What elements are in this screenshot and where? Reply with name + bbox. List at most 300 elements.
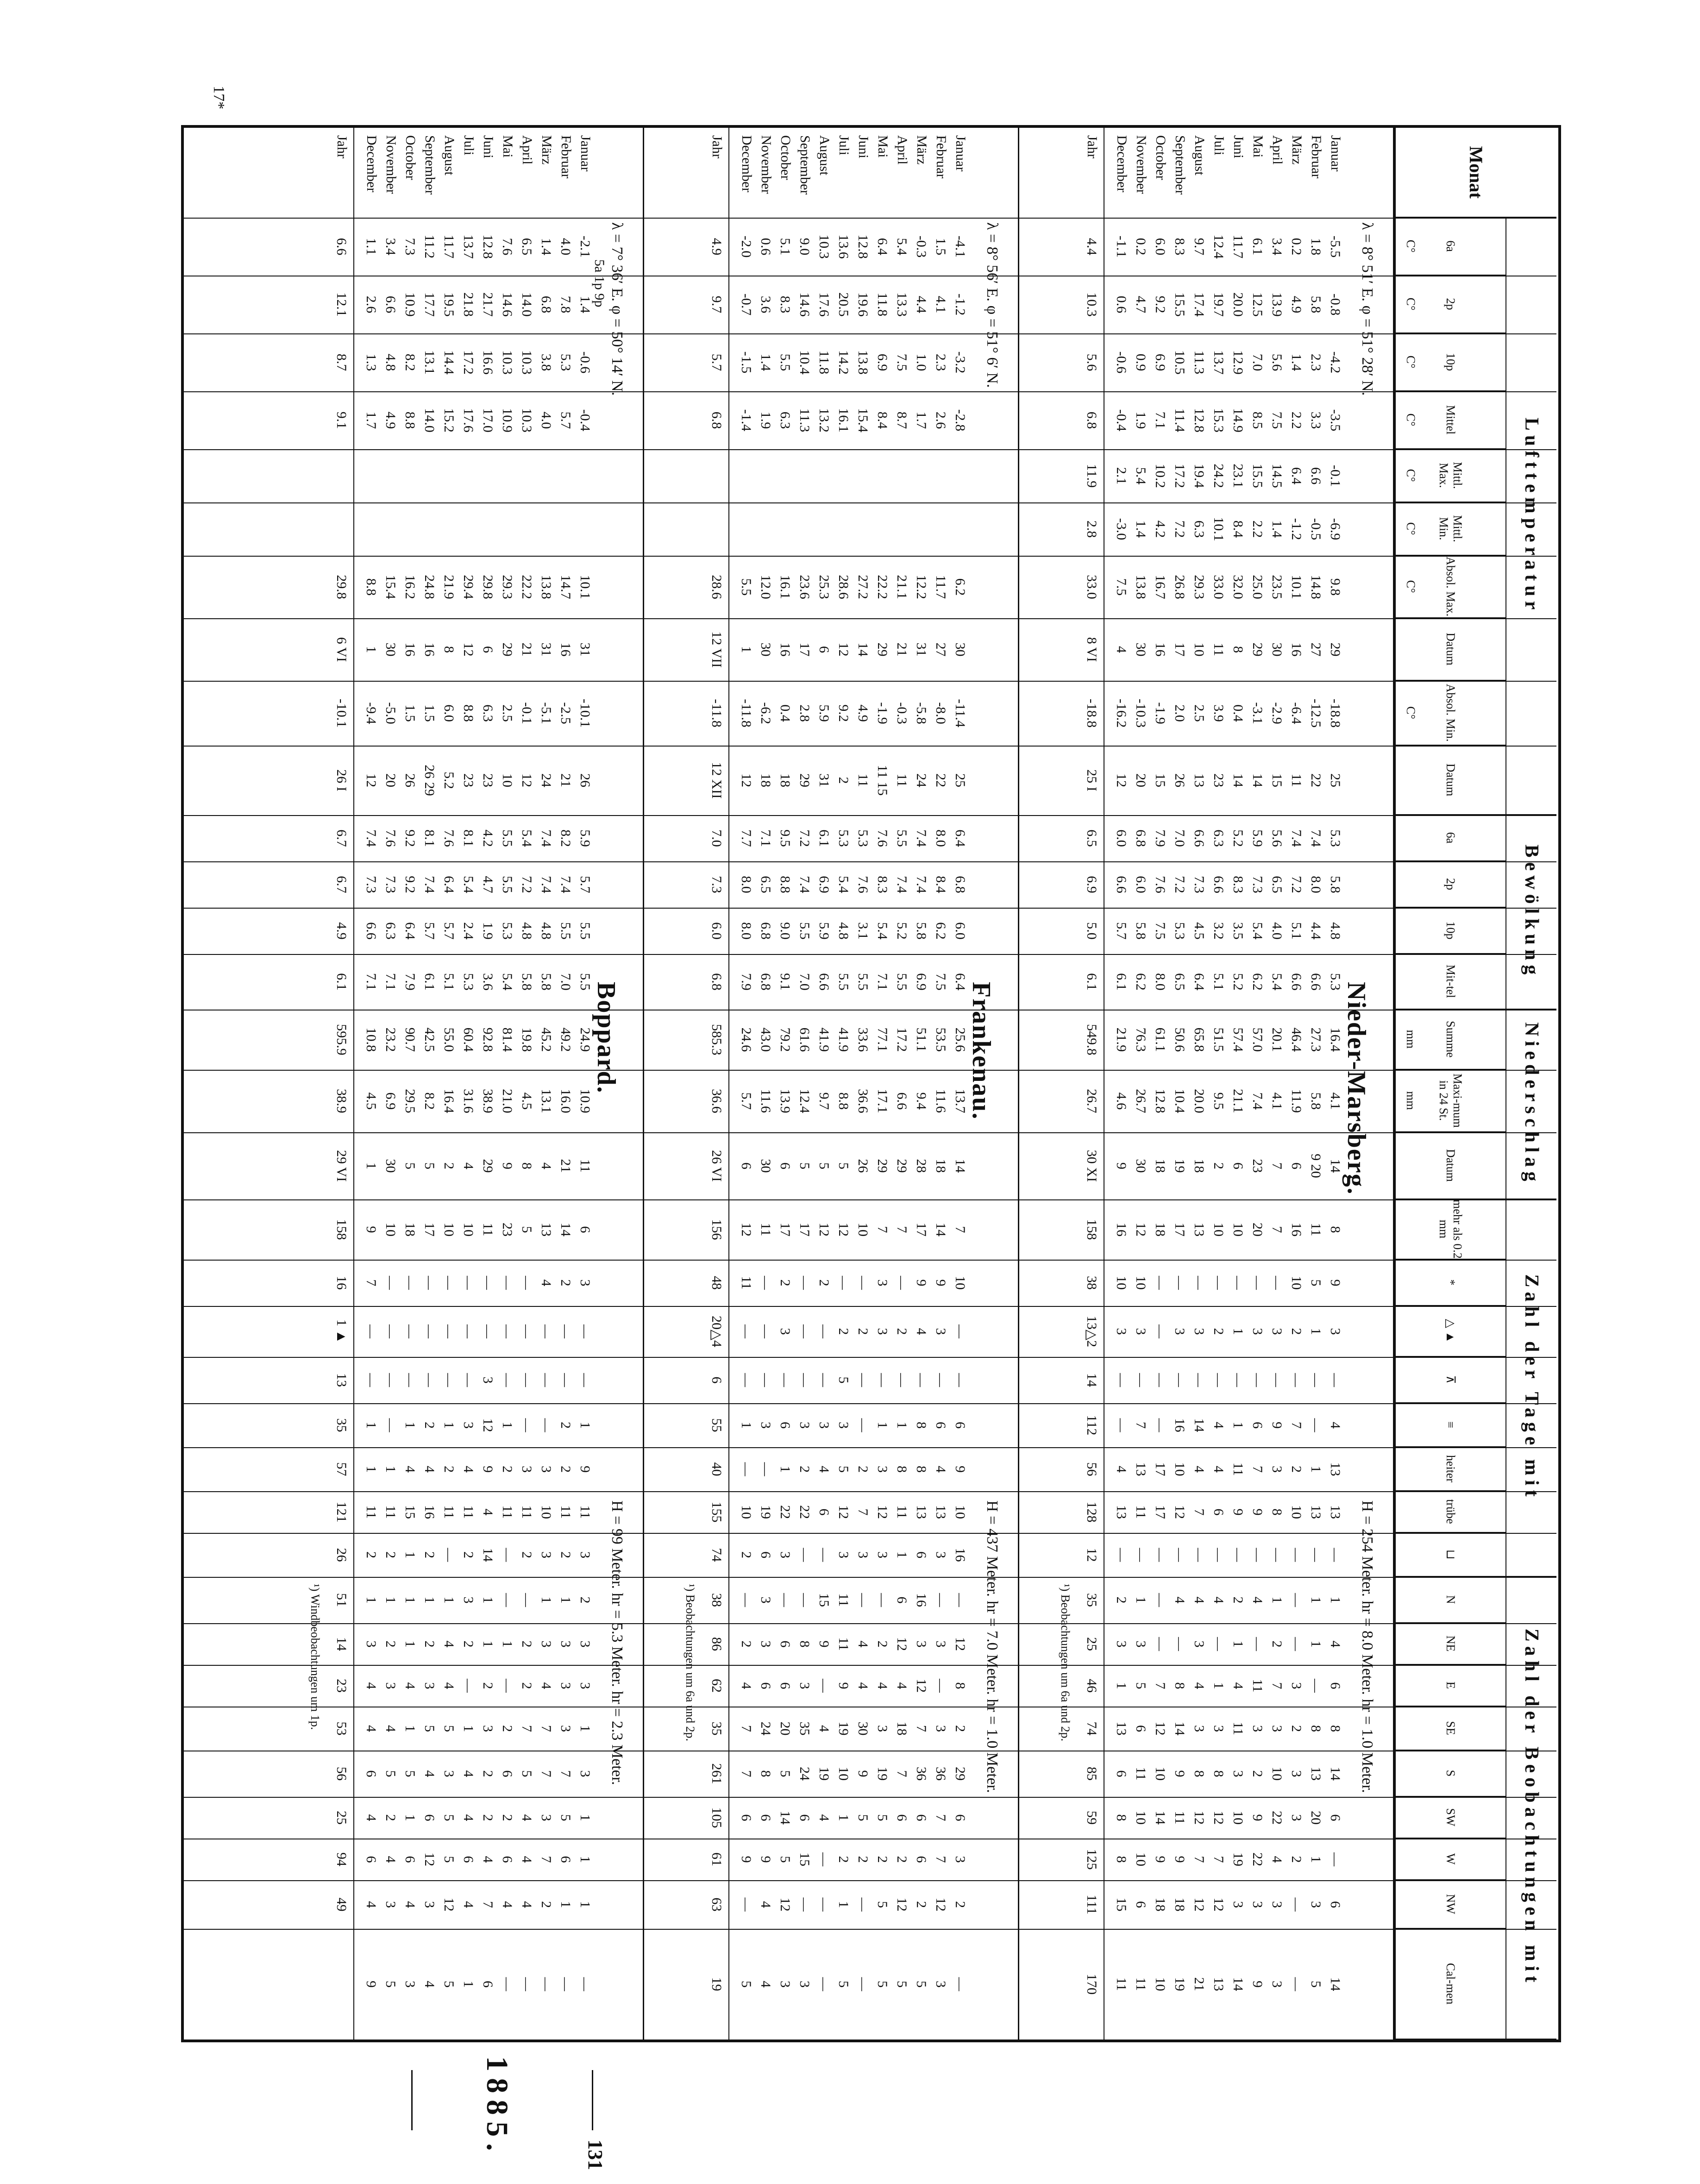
month-label: Mai	[500, 135, 515, 158]
table-cell: 5.6	[1269, 829, 1285, 847]
table-cell: 10.4	[1172, 1089, 1187, 1113]
table-cell: -1.5	[739, 351, 754, 374]
table-cell: 6.8	[539, 295, 554, 314]
table-cell: 3	[1133, 1328, 1148, 1335]
table-cell: 16.2	[402, 575, 418, 599]
table-cell: 16	[1172, 1418, 1187, 1432]
table-cell: 19.6	[855, 292, 871, 317]
table-cell: 38.9	[480, 1089, 496, 1113]
table-cell: 7	[1192, 1856, 1207, 1863]
header-column-label: W	[1444, 1853, 1458, 1865]
table-cell: —	[519, 1593, 534, 1607]
table-cell: —	[383, 1276, 398, 1290]
table-cell: 12	[422, 1852, 437, 1866]
month-label: April	[1270, 135, 1285, 165]
table-cell: 12	[461, 642, 476, 657]
table-cell: 2	[1230, 1596, 1246, 1604]
table-cell: 5.3	[836, 829, 851, 847]
table-cell: 549.8	[1084, 1024, 1099, 1055]
table-cell: 2.4	[461, 922, 476, 940]
table-cell: 2	[364, 1551, 379, 1558]
table-cell: 13	[1192, 773, 1207, 787]
table-cell: 7.2	[1172, 876, 1187, 893]
table-cell: 26.8	[1172, 575, 1187, 599]
table-cell: 13.7	[953, 1089, 968, 1113]
table-cell: 16.0	[558, 1089, 573, 1113]
table-cell: 156	[709, 1219, 724, 1240]
table-cell: 1	[875, 1422, 890, 1429]
table-cell: 3	[1114, 1640, 1129, 1648]
table-cell: 0.4	[1230, 704, 1246, 722]
table-cell: 2.5	[500, 704, 515, 722]
table-cell: —	[577, 1977, 593, 1991]
table-cell: —	[1211, 1276, 1226, 1290]
table-cell: 4	[1269, 1856, 1285, 1863]
table-cell: 10	[1289, 1505, 1304, 1519]
table-cell: 8.8	[402, 411, 418, 429]
table-cell: 49	[334, 1897, 349, 1912]
table-cell: 7.1	[364, 973, 379, 991]
table-cell: 5.1	[1289, 922, 1304, 940]
table-cell: 6	[933, 1422, 948, 1429]
table-cell: 13.8	[1133, 575, 1148, 599]
table-cell: 12.8	[1153, 1089, 1168, 1113]
table-cell: 5.7	[441, 922, 457, 940]
table-cell: 4	[422, 1770, 437, 1777]
table-cell: 36.6	[709, 1089, 724, 1113]
table-cell: 4	[894, 1682, 910, 1689]
table-cell: —	[441, 1548, 457, 1562]
table-cell: 6	[1289, 1162, 1304, 1169]
table-cell: 12.4	[1211, 234, 1226, 259]
header-column	[1394, 218, 1506, 276]
table-cell: 3	[577, 1682, 593, 1689]
table-cell: 1	[500, 1422, 515, 1429]
table-cell: 29	[894, 1159, 910, 1173]
table-cell: 5.4	[1250, 922, 1265, 940]
table-cell: 261	[709, 1763, 724, 1784]
table-cell: 4	[422, 1981, 437, 1988]
table-cell: 4.9	[855, 704, 871, 722]
header-column	[1394, 1447, 1506, 1491]
table-cell: 23	[1211, 773, 1226, 787]
table-cell: 28.6	[709, 575, 724, 599]
table-cell: 8	[1172, 1682, 1187, 1689]
table-cell: —	[383, 1373, 398, 1387]
table-cell: 2	[1211, 1328, 1226, 1335]
table-cell: 35	[797, 1721, 812, 1736]
month-label: October	[403, 135, 418, 180]
table-cell: 7	[519, 1725, 534, 1732]
table-cell: 19	[836, 1721, 851, 1736]
table-cell: 6.5	[758, 876, 773, 893]
table-cell: -10.1	[334, 698, 349, 728]
table-cell: 8.7	[334, 353, 349, 371]
table-cell: 12	[1172, 1505, 1187, 1519]
table-cell: 7	[1211, 1856, 1226, 1863]
table-cell: 2	[836, 1856, 851, 1863]
table-cell: 8.8	[778, 876, 793, 893]
table-cell: 5	[914, 1981, 929, 1988]
table-cell: 24.2	[1211, 464, 1226, 488]
table-cell: 16	[914, 1593, 929, 1607]
table-cell: 5.1	[778, 238, 793, 256]
table-cell: 1.7	[914, 411, 929, 429]
table-cell: 26 VI	[709, 1150, 724, 1182]
table-cell: 1.4	[539, 238, 554, 256]
header-column-label: Mittel	[1444, 405, 1458, 435]
table-cell: 77.1	[875, 1027, 890, 1052]
table-cell: —	[797, 1897, 812, 1912]
header-column-label: Mittl. Max.	[1437, 462, 1465, 489]
table-cell: 19	[709, 1977, 724, 1991]
table-cell: 6.5	[1269, 876, 1285, 893]
table-cell: 12.8	[855, 234, 871, 259]
table-cell: 13.7	[461, 234, 476, 259]
table-cell: 25	[1328, 773, 1343, 787]
table-cell: 1	[422, 1596, 437, 1604]
table-cell: 21	[894, 642, 910, 657]
table-cell: 11	[1308, 1223, 1324, 1236]
table-cell: 6.3	[1192, 520, 1207, 538]
table-cell: 5	[836, 1981, 851, 1988]
table-cell: 9.0	[778, 922, 793, 940]
table-cell: 28.6	[836, 575, 851, 599]
table-cell: 5	[1308, 1279, 1324, 1287]
table-cell: 5.4	[519, 829, 534, 847]
table-cell: —	[894, 1373, 910, 1387]
table-cell: 9.5	[778, 829, 793, 847]
header-column	[1394, 449, 1506, 502]
table-cell: 24.8	[422, 575, 437, 599]
table-cell: —	[914, 1373, 929, 1387]
table-cell: 7.2	[797, 829, 812, 847]
table-cell: 3	[1230, 1770, 1246, 1777]
table-cell: 3	[441, 1770, 457, 1777]
table-cell: 7.6	[855, 876, 871, 893]
table-cell: 3.4	[383, 238, 398, 256]
table-cell: 5	[1133, 1682, 1148, 1689]
table-cell: -4.2	[1328, 351, 1343, 374]
table-cell: 27	[933, 642, 948, 657]
table-cell: 21.9	[1114, 1027, 1129, 1052]
table-cell: —	[441, 1373, 457, 1387]
table-cell: 10	[1172, 1462, 1187, 1476]
table-cell: 8.3	[875, 876, 890, 893]
observation-times: 5a 1p 9p	[592, 259, 607, 308]
table-cell: 8	[953, 1682, 968, 1689]
table-cell: 6	[894, 1814, 910, 1821]
table-cell: 13.7	[1211, 350, 1226, 375]
table-cell: —	[1192, 1548, 1207, 1562]
month-label: Juli	[1211, 135, 1227, 156]
table-cell: 48	[709, 1276, 724, 1290]
table-cell: 14.4	[441, 350, 457, 375]
table-cell: —	[1211, 1548, 1226, 1562]
table-cell: 6.9	[383, 1092, 398, 1110]
table-cell: 26	[1172, 773, 1187, 787]
table-cell: 6.6	[1114, 876, 1129, 893]
table-cell: 51	[334, 1593, 349, 1607]
table-cell: 12	[364, 773, 379, 787]
month-label: November	[759, 135, 774, 194]
header-column-unit: C°	[1404, 469, 1418, 482]
header-column-label: heiter	[1444, 1455, 1458, 1483]
table-cell: 12.5	[1250, 292, 1265, 317]
table-cell: 6.0	[1114, 829, 1129, 847]
table-cell: 8 VI	[1084, 637, 1099, 662]
column-divider	[182, 556, 1556, 557]
table-cell: 7	[739, 1725, 754, 1732]
table-cell: —	[1153, 1418, 1168, 1432]
table-cell: 6.8	[709, 411, 724, 429]
table-cell: 1	[1328, 1596, 1343, 1604]
table-cell: 16.4	[441, 1089, 457, 1113]
table-cell: 53.5	[933, 1027, 948, 1052]
month-label: September	[797, 135, 813, 195]
table-cell: 26	[577, 773, 593, 787]
table-cell: —	[461, 1679, 476, 1693]
table-cell: 4.1	[933, 295, 948, 314]
table-cell: 56	[1084, 1462, 1099, 1476]
table-cell: 6	[739, 1162, 754, 1169]
table-cell: 5.9	[577, 829, 593, 847]
table-cell: 25	[334, 1811, 349, 1825]
table-cell: 6.8	[709, 973, 724, 991]
table-cell: 61.1	[1153, 1027, 1168, 1052]
table-cell: 6.2	[933, 922, 948, 940]
table-cell: 49.2	[558, 1027, 573, 1052]
table-cell: 4	[1192, 1682, 1207, 1689]
table-cell: 29.8	[480, 575, 496, 599]
table-cell: 62	[709, 1679, 724, 1693]
table-cell: 5.5	[577, 922, 593, 940]
header-column-unit: mm	[1404, 1029, 1418, 1049]
table-cell: 4.8	[519, 922, 534, 940]
table-cell: 128	[1084, 1501, 1099, 1523]
table-cell: 4.0	[539, 411, 554, 429]
table-cell: 24	[797, 1767, 812, 1781]
table-cell: 12	[1114, 773, 1129, 787]
table-cell: 1	[402, 1422, 418, 1429]
table-cell: 8	[1269, 1508, 1285, 1516]
table-cell: 7.5	[894, 353, 910, 371]
table-cell: —	[558, 1977, 573, 1991]
table-cell: —	[1289, 1977, 1304, 1991]
table-cell: 21.7	[480, 292, 496, 317]
table-cell: 3	[1133, 1640, 1148, 1648]
table-cell: 14	[1230, 773, 1246, 787]
table-cell: 125	[1084, 1849, 1099, 1870]
header-column	[1394, 1665, 1506, 1707]
table-cell: 5	[422, 1725, 437, 1732]
table-cell: —	[855, 1593, 871, 1607]
table-cell: 6.6	[1308, 467, 1324, 485]
table-cell: 3	[480, 1725, 496, 1732]
table-cell: 5.7	[1114, 922, 1129, 940]
table-cell: 2	[500, 1466, 515, 1473]
table-cell: —	[1289, 1548, 1304, 1562]
header-column-label: 10p	[1444, 921, 1458, 940]
table-cell: 6.8	[758, 922, 773, 940]
table-cell: 3	[558, 1682, 573, 1689]
table-cell: 21	[519, 642, 534, 657]
table-cell: 7	[855, 1508, 871, 1516]
table-cell: —	[855, 1897, 871, 1912]
table-cell: 7	[1289, 1422, 1304, 1429]
table-cell: 6	[914, 1551, 929, 1558]
table-cell: 1	[1308, 1856, 1324, 1863]
table-cell: -12.5	[1308, 698, 1324, 728]
table-cell: —	[855, 1418, 871, 1432]
month-label: Januar	[953, 135, 968, 172]
table-cell: 11	[1289, 773, 1304, 787]
column-divider	[182, 1929, 1556, 1930]
table-cell: 2	[422, 1640, 437, 1648]
table-cell: 1	[1308, 1328, 1324, 1335]
table-cell: 6	[1211, 1508, 1226, 1516]
table-cell: 15.4	[855, 408, 871, 433]
table-cell: 16.4	[1328, 1027, 1343, 1052]
table-cell: 81.4	[500, 1027, 515, 1052]
table-cell: 11	[519, 1505, 534, 1519]
table-cell: 7.3	[709, 876, 724, 893]
table-cell: 6	[364, 1856, 379, 1863]
table-cell: 3	[875, 1279, 890, 1287]
table-cell: 9	[953, 1466, 968, 1473]
month-label: November	[1134, 135, 1149, 194]
month-label: October	[778, 135, 793, 180]
table-cell: 26.7	[1133, 1089, 1148, 1113]
table-cell: 0.9	[1133, 353, 1148, 371]
table-cell: 11	[1211, 643, 1226, 656]
header-column	[1394, 1070, 1506, 1132]
table-cell: 3	[797, 1682, 812, 1689]
table-cell: 14	[1328, 1767, 1343, 1781]
table-cell: -10.3	[1133, 698, 1148, 728]
header-column-label: trübe	[1444, 1499, 1458, 1524]
table-cell: 36	[933, 1767, 948, 1781]
table-cell: 158	[334, 1219, 349, 1240]
header-column-label: Absol. Max.	[1444, 556, 1458, 617]
table-cell: 7	[914, 1725, 929, 1732]
table-cell: 2	[739, 1551, 754, 1558]
table-cell: 7.5	[1269, 411, 1285, 429]
table-cell: 1	[836, 1814, 851, 1821]
table-cell: —	[1192, 1373, 1207, 1387]
table-cell: 4.6	[1114, 1092, 1129, 1110]
table-cell: 17.2	[461, 350, 476, 375]
table-cell: 3.8	[539, 353, 554, 371]
table-cell: 5.0	[1084, 922, 1099, 940]
header-column-unit: C°	[1404, 580, 1418, 593]
table-cell: 3.1	[855, 922, 871, 940]
table-cell: -0.3	[914, 235, 929, 258]
table-cell: 12	[836, 1505, 851, 1519]
table-cell: 3	[1328, 1328, 1343, 1335]
table-cell: 3	[1269, 1466, 1285, 1473]
table-cell: 4	[539, 1682, 554, 1689]
header-lufttemperatur: Lufttemperatur	[1506, 218, 1556, 815]
table-cell: 4.9	[334, 922, 349, 940]
table-cell: -11.8	[739, 699, 754, 728]
header-column	[1394, 1010, 1506, 1070]
table-cell: 11.7	[441, 234, 457, 259]
header-column	[1394, 276, 1506, 333]
table-cell: 10.2	[1153, 464, 1168, 488]
table-cell: 85	[1084, 1767, 1099, 1781]
table-cell: 8.1	[461, 829, 476, 847]
table-cell: 7.2	[1172, 520, 1187, 538]
table-cell: 3	[461, 1596, 476, 1604]
table-cell: 16	[422, 642, 437, 657]
table-cell: 7.5	[1114, 578, 1129, 596]
table-cell: 6.6	[894, 1092, 910, 1110]
table-cell: —	[953, 1324, 968, 1338]
table-cell: 6.9	[1153, 353, 1168, 371]
table-cell: 10	[1114, 1276, 1129, 1290]
table-cell: 10	[1153, 1767, 1168, 1781]
table-cell: 7.3	[1192, 876, 1207, 893]
table-cell: 14	[1084, 1373, 1099, 1387]
table-cell: 14.8	[1308, 575, 1324, 599]
table-cell: 4.8	[836, 922, 851, 940]
table-cell: 3	[539, 1466, 554, 1473]
table-cell: 5.4	[500, 973, 515, 991]
table-cell: 111	[1084, 1895, 1099, 1914]
table-cell: -2.1	[577, 235, 593, 258]
table-cell: —	[855, 1373, 871, 1387]
table-cell: 10	[1230, 1223, 1246, 1236]
table-cell: 2.3	[933, 353, 948, 371]
month-label: December	[364, 135, 379, 193]
table-cell: 2	[480, 1770, 496, 1777]
month-label: Januar	[1328, 135, 1343, 172]
table-cell: 2.8	[1084, 520, 1099, 538]
table-cell: 1.4	[1289, 353, 1304, 371]
month-label: October	[1153, 135, 1168, 180]
table-cell: 19	[816, 1767, 832, 1781]
table-cell: 9	[758, 1856, 773, 1863]
table-cell: 27.2	[855, 575, 871, 599]
table-cell: 4	[816, 1725, 832, 1732]
table-cell: 6	[797, 1814, 812, 1821]
table-cell: —	[1230, 1548, 1246, 1562]
table-cell: 1	[894, 1551, 910, 1558]
table-cell: 21	[558, 773, 573, 787]
month-label: August	[1192, 135, 1207, 176]
table-cell: —	[875, 1373, 890, 1387]
table-cell: -11.4	[953, 699, 968, 728]
table-cell: 21.8	[461, 292, 476, 317]
table-cell: —	[953, 1593, 968, 1607]
table-cell: 9	[1250, 1508, 1265, 1516]
table-cell: 23.2	[383, 1027, 398, 1052]
table-cell: 33.6	[855, 1027, 871, 1052]
table-cell: 36	[914, 1767, 929, 1781]
table-cell: 29.3	[1192, 575, 1207, 599]
table-cell: 6.4	[875, 238, 890, 256]
table-cell: 12	[875, 1505, 890, 1519]
table-cell: 5	[441, 1814, 457, 1821]
table-cell: 17	[778, 1223, 793, 1236]
table-cell: 14.7	[558, 575, 573, 599]
table-cell: 9	[1230, 1508, 1246, 1516]
station-height: H = 254 Meter. hr = 8.0 Meter. hr = 1.0 Meter.	[1359, 1500, 1376, 1793]
table-cell: 10	[1153, 1977, 1168, 1991]
table-cell: 5	[441, 1981, 457, 1988]
table-cell: 2	[953, 1901, 968, 1908]
